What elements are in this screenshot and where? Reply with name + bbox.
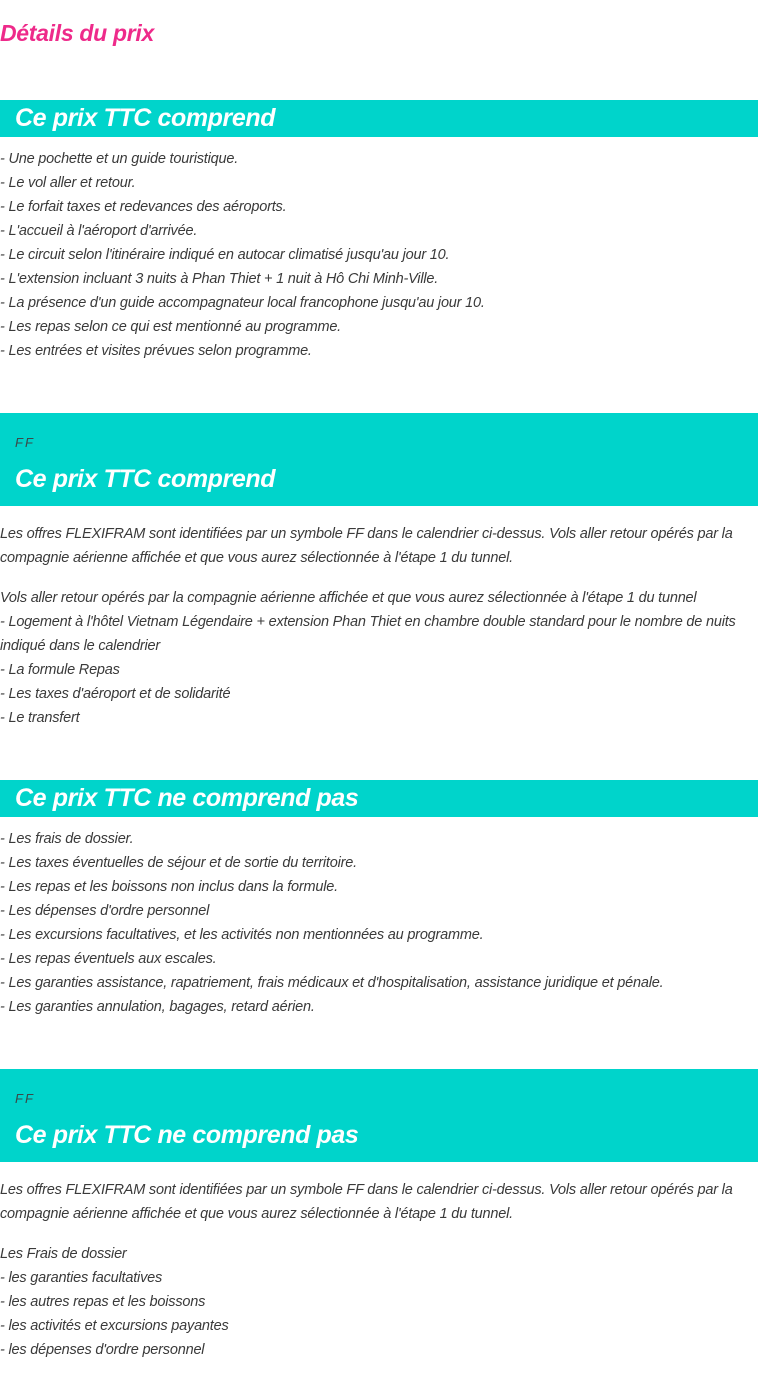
section-header-ff-not-included [0,1069,758,1162]
list-item: - Une pochette et un guide touristique. [0,151,239,167]
list-item: - Les taxes d'aéroport et de solidarité [0,686,231,702]
list-item: - Les repas selon ce qui est mentionné au programme. [0,319,342,335]
ff-tag: FF [15,1091,35,1106]
section-title: Ce prix TTC comprend [15,104,276,132]
ff-not-included-list [0,1242,758,1362]
list-item: - Les garanties assistance, rapatriement, frais médicaux et d'hospitalisation, assistance juridique et pénale. [0,975,664,991]
list-item: - Les frais de dossier. [0,831,134,847]
list-item: - Les garanties annulation, bagages, retard aérien. [0,999,315,1015]
section-title: Ce prix TTC comprend [15,465,276,493]
section-header-included [0,100,758,137]
not-included-list [0,827,758,1019]
list-item: - Les taxes éventuelles de séjour et de sortie du territoire. [0,855,357,871]
intro-paragraph: Les offres FLEXIFRAM sont identifiées par un symbole FF dans le calendrier ci-dessus. Vols aller retour opérés par la compagnie aérienne affichée et que vous aurez sélectionnée à l'étape 1 du tunnel. [0,1182,733,1222]
list-item: Les Frais de dossier [0,1246,127,1262]
list-item: - les autres repas et les boissons [0,1294,206,1310]
list-item: - Les repas et les boissons non inclus dans la formule. [0,879,338,895]
intro-paragraph: Les offres FLEXIFRAM sont identifiées par un symbole FF dans le calendrier ci-dessus. Vols aller retour opérés par la compagnie aérienne affichée et que vous aurez sélectionnée à l'étape 1 du tunnel. [0,526,733,566]
included-list [0,147,758,363]
section-header-not-included [0,780,758,817]
list-item: - Logement à l'hôtel Vietnam Légendaire + extension Phan Thiet en chambre double standard pour le nombre de nuits indiqué dans le calendrier [0,614,736,654]
list-item: Vols aller retour opérés par la compagnie aérienne affichée et que vous aurez sélectionnée à l'étape 1 du tunnel [0,590,697,606]
list-item: - Les dépenses d'ordre personnel [0,903,210,919]
page-title: Détails du prix [0,20,154,46]
list-item: - Les entrées et visites prévues selon programme. [0,343,312,359]
section-title: Ce prix TTC ne comprend pas [15,784,359,812]
list-item: - Les excursions facultatives, et les activités non mentionnées au programme. [0,927,484,943]
list-item: - les garanties facultatives [0,1270,163,1286]
section-title: Ce prix TTC ne comprend pas [15,1121,359,1149]
list-item: - Le forfait taxes et redevances des aéroports. [0,199,287,215]
list-item: - La présence d'un guide accompagnateur local francophone jusqu'au jour 10. [0,295,485,311]
list-item: - Le vol aller et retour. [0,175,136,191]
ff-tag: FF [15,435,35,450]
list-item: - les activités et excursions payantes [0,1318,229,1334]
ff-included-list [0,586,758,730]
list-item: - les dépenses d'ordre personnel [0,1342,205,1358]
ff-not-included-intro [0,1178,758,1226]
list-item: - L'extension incluant 3 nuits à Phan Thiet + 1 nuit à Hô Chi Minh-Ville. [0,271,439,287]
list-item: - Le circuit selon l'itinéraire indiqué en autocar climatisé jusqu'au jour 10. [0,247,450,263]
list-item: - Le transfert [0,710,80,726]
list-item: - L'accueil à l'aéroport d'arrivée. [0,223,198,239]
section-header-ff-included [0,413,758,506]
list-item: - Les repas éventuels aux escales. [0,951,217,967]
list-item: - La formule Repas [0,662,120,678]
ff-included-intro [0,522,758,570]
